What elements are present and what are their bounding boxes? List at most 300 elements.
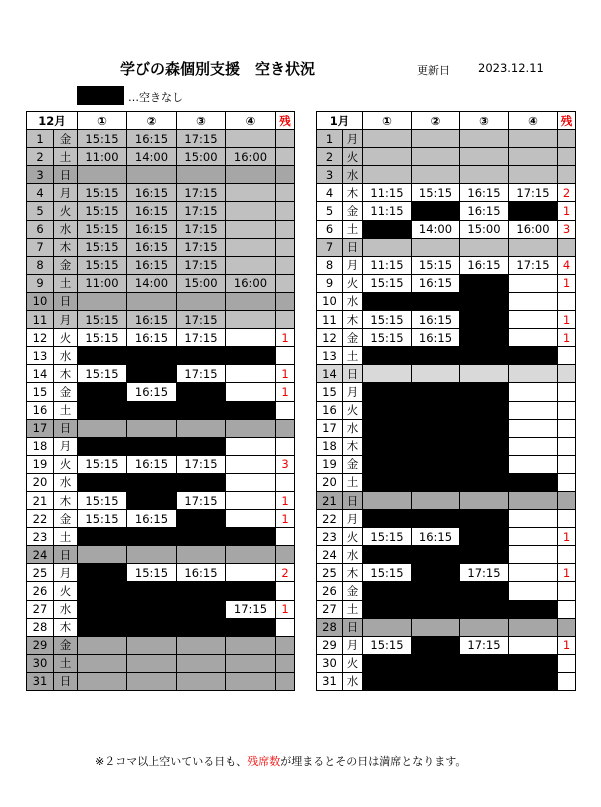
date-cell: 23: [27, 528, 54, 546]
full-slot-cell: [460, 292, 509, 310]
date-cell: 18: [27, 437, 54, 455]
full-slot-cell: [363, 546, 412, 564]
remaining-cell: [558, 654, 576, 672]
weekday-cell: 水: [343, 672, 363, 690]
slot-cell: 11:15: [363, 256, 412, 274]
remaining-cell: [276, 618, 295, 636]
remaining-cell: 1: [276, 365, 295, 383]
slot-cell: 16:15: [127, 202, 177, 220]
weekday-cell: 土: [343, 347, 363, 365]
remaining-cell: 1: [558, 564, 576, 582]
full-slot-cell: [460, 528, 509, 546]
full-slot-cell: [460, 274, 509, 292]
calendar-row: [27, 148, 295, 166]
remaining-cell: [558, 672, 576, 690]
slot-cell: 16:15: [460, 202, 509, 220]
full-slot-cell: [509, 654, 558, 672]
slot-cell: [412, 148, 460, 166]
remaining-cell: [276, 292, 295, 310]
full-slot-cell: [363, 582, 412, 600]
date-cell: 5: [27, 202, 54, 220]
remaining-cell: [558, 401, 576, 419]
full-slot-cell: [412, 292, 460, 310]
slot-cell: [226, 292, 276, 310]
date-cell: 6: [317, 220, 343, 238]
calendar-row: [27, 292, 295, 310]
full-slot-cell: [363, 654, 412, 672]
slot-cell: [412, 365, 460, 383]
calendar-row: [27, 600, 295, 618]
full-slot-cell: [177, 600, 226, 618]
full-slot-cell: [127, 618, 177, 636]
date-cell: 25: [27, 564, 54, 582]
weekday-cell: 木: [54, 365, 78, 383]
date-cell: 26: [27, 582, 54, 600]
slot-cell: [226, 455, 276, 473]
remaining-cell: 1: [276, 491, 295, 509]
legend-text: …空きなし: [128, 91, 183, 104]
calendar-row: [27, 672, 295, 690]
calendar-row: [27, 274, 295, 292]
remaining-cell: [558, 365, 576, 383]
slot-cell: 17:15: [177, 256, 226, 274]
slot-cell: [226, 365, 276, 383]
weekday-cell: 月: [54, 437, 78, 455]
slot-cell: [412, 618, 460, 636]
weekday-cell: 火: [343, 274, 363, 292]
slot-cell: 17:15: [460, 564, 509, 582]
date-cell: 25: [317, 564, 343, 582]
calendar-row: [317, 455, 576, 473]
calendar-row: [317, 618, 576, 636]
slot-cell: [177, 292, 226, 310]
slot-cell: 15:15: [78, 256, 127, 274]
slot-cell: [127, 672, 177, 690]
date-cell: 17: [27, 419, 54, 437]
weekday-cell: 日: [343, 238, 363, 256]
weekday-cell: 日: [343, 618, 363, 636]
slot-cell: [226, 130, 276, 148]
slot-cell: 15:15: [78, 220, 127, 238]
full-slot-cell: [412, 546, 460, 564]
date-cell: 18: [317, 437, 343, 455]
slot-cell: 17:15: [177, 238, 226, 256]
full-slot-cell: [177, 437, 226, 455]
slot-cell: [509, 274, 558, 292]
weekday-cell: 水: [343, 292, 363, 310]
full-slot-cell: [509, 347, 558, 365]
date-cell: 13: [27, 347, 54, 365]
weekday-cell: 日: [54, 292, 78, 310]
slot-cell: [78, 546, 127, 564]
slot-cell: [226, 256, 276, 274]
remaining-cell: [276, 473, 295, 491]
full-slot-cell: [363, 401, 412, 419]
slot-cell: 15:15: [127, 564, 177, 582]
calendar-row: [317, 274, 576, 292]
calendar-row: [27, 582, 295, 600]
full-slot-cell: [78, 437, 127, 455]
calendar-row: [27, 419, 295, 437]
full-slot-cell: [363, 292, 412, 310]
full-slot-cell: [460, 672, 509, 690]
remaining-cell: [558, 347, 576, 365]
calendar-row: [317, 383, 576, 401]
calendar-row: [317, 510, 576, 528]
weekday-cell: 金: [343, 202, 363, 220]
legend-swatch: [77, 86, 124, 105]
date-cell: 29: [27, 636, 54, 654]
calendar-row: [317, 636, 576, 654]
slot-cell: 16:15: [127, 130, 177, 148]
calendar-row: [27, 510, 295, 528]
slot-cell: [363, 238, 412, 256]
calendar-row: [27, 437, 295, 455]
slot-cell: 16:15: [127, 383, 177, 401]
slot-cell: 15:15: [78, 238, 127, 256]
slot-cell: 15:15: [78, 311, 127, 329]
slot-cell: 16:00: [226, 274, 276, 292]
remaining-cell: [276, 274, 295, 292]
full-slot-cell: [412, 437, 460, 455]
slot-cell: 15:15: [363, 564, 412, 582]
slot-cell: [460, 130, 509, 148]
slot-cell: [127, 166, 177, 184]
weekday-cell: 日: [343, 365, 363, 383]
slot-cell: [78, 166, 127, 184]
calendar-row: [27, 618, 295, 636]
weekday-cell: 木: [343, 564, 363, 582]
weekday-cell: 火: [343, 654, 363, 672]
slot-cell: [226, 672, 276, 690]
full-slot-cell: [177, 528, 226, 546]
remaining-cell: 2: [558, 184, 576, 202]
date-cell: 1: [27, 130, 54, 148]
full-slot-cell: [460, 582, 509, 600]
calendar-row: [27, 365, 295, 383]
weekday-cell: 金: [54, 510, 78, 528]
slot-cell: [226, 238, 276, 256]
remaining-cell: [558, 473, 576, 491]
full-slot-cell: [460, 401, 509, 419]
date-cell: 30: [317, 654, 343, 672]
calendar-row: [317, 184, 576, 202]
date-cell: 9: [317, 274, 343, 292]
date-cell: 19: [27, 455, 54, 473]
full-slot-cell: [363, 510, 412, 528]
calendar-row: [317, 347, 576, 365]
slot-cell: [509, 401, 558, 419]
slot-cell: 16:15: [177, 564, 226, 582]
calendar-row: [27, 130, 295, 148]
slot-cell: [460, 365, 509, 383]
calendar-row: [317, 292, 576, 310]
remaining-cell: [276, 311, 295, 329]
full-slot-cell: [226, 347, 276, 365]
calendar-row: [317, 256, 576, 274]
slot-cell: [363, 491, 412, 509]
weekday-cell: 水: [54, 347, 78, 365]
date-cell: 12: [27, 329, 54, 347]
date-cell: 3: [27, 166, 54, 184]
page-title: 学びの森個別支援 空き状況: [120, 60, 316, 78]
slot-cell: [127, 292, 177, 310]
slot-cell: [226, 654, 276, 672]
slot-cell: [177, 546, 226, 564]
slot-cell: [412, 130, 460, 148]
date-cell: 15: [317, 383, 343, 401]
weekday-cell: 火: [54, 329, 78, 347]
remaining-cell: 1: [558, 636, 576, 654]
weekday-cell: 金: [343, 455, 363, 473]
date-cell: 7: [27, 238, 54, 256]
weekday-cell: 水: [343, 166, 363, 184]
full-slot-cell: [412, 510, 460, 528]
remaining-cell: [558, 455, 576, 473]
full-slot-cell: [460, 654, 509, 672]
slot-cell: 16:15: [412, 311, 460, 329]
date-cell: 13: [317, 347, 343, 365]
remaining-cell: [558, 437, 576, 455]
date-cell: 11: [317, 311, 343, 329]
slot-cell: [226, 220, 276, 238]
slot-cell: 15:15: [363, 274, 412, 292]
full-slot-cell: [226, 528, 276, 546]
remaining-cell: [276, 238, 295, 256]
full-slot-cell: [226, 582, 276, 600]
slot-cell: 11:00: [78, 274, 127, 292]
weekday-cell: 日: [54, 419, 78, 437]
slot-header: ④: [509, 112, 558, 130]
remaining-cell: [276, 148, 295, 166]
full-slot-cell: [412, 419, 460, 437]
remaining-cell: [276, 130, 295, 148]
weekday-cell: 火: [343, 148, 363, 166]
remaining-cell: [276, 347, 295, 365]
date-cell: 20: [27, 473, 54, 491]
remaining-cell: [558, 148, 576, 166]
weekday-cell: 日: [54, 672, 78, 690]
weekday-cell: 木: [54, 491, 78, 509]
full-slot-cell: [412, 636, 460, 654]
slot-cell: [509, 437, 558, 455]
weekday-cell: 火: [54, 455, 78, 473]
remaining-cell: [276, 256, 295, 274]
slot-header: ④: [226, 112, 276, 130]
january-calendar: [316, 111, 576, 691]
calendar-row: [317, 419, 576, 437]
weekday-cell: 土: [343, 600, 363, 618]
full-slot-cell: [127, 437, 177, 455]
slot-cell: [177, 672, 226, 690]
full-slot-cell: [412, 582, 460, 600]
slot-cell: 17:15: [226, 600, 276, 618]
calendar-row: [27, 311, 295, 329]
weekday-cell: 日: [343, 491, 363, 509]
slot-cell: 11:15: [363, 202, 412, 220]
remaining-cell: [558, 383, 576, 401]
full-slot-cell: [412, 473, 460, 491]
full-slot-cell: [509, 473, 558, 491]
slot-cell: [509, 528, 558, 546]
slot-cell: [226, 383, 276, 401]
slot-cell: 16:15: [127, 238, 177, 256]
slot-cell: [363, 618, 412, 636]
slot-cell: [460, 238, 509, 256]
full-slot-cell: [78, 401, 127, 419]
slot-cell: 16:15: [412, 528, 460, 546]
weekday-cell: 日: [54, 166, 78, 184]
calendar-row: [317, 491, 576, 509]
weekday-cell: 月: [343, 130, 363, 148]
remaining-cell: 3: [558, 220, 576, 238]
calendar-row: [317, 582, 576, 600]
slot-cell: 17:15: [177, 220, 226, 238]
full-slot-cell: [78, 528, 127, 546]
slot-cell: [509, 546, 558, 564]
slot-cell: [412, 491, 460, 509]
month-header: 12月: [27, 112, 78, 130]
weekday-cell: 月: [343, 383, 363, 401]
remaining-cell: 1: [276, 600, 295, 618]
slot-cell: [509, 365, 558, 383]
slot-cell: 16:15: [127, 220, 177, 238]
remaining-cell: [276, 419, 295, 437]
calendar-row: [27, 383, 295, 401]
calendar-row: [317, 220, 576, 238]
full-slot-cell: [78, 473, 127, 491]
weekday-cell: 木: [343, 184, 363, 202]
slot-cell: 16:15: [127, 256, 177, 274]
weekday-cell: 木: [54, 238, 78, 256]
calendar-row: [317, 202, 576, 220]
slot-cell: 16:00: [226, 148, 276, 166]
slot-cell: 15:00: [177, 274, 226, 292]
weekday-cell: 土: [54, 528, 78, 546]
full-slot-cell: [78, 564, 127, 582]
slot-cell: [226, 202, 276, 220]
full-slot-cell: [412, 672, 460, 690]
full-slot-cell: [412, 654, 460, 672]
date-cell: 10: [27, 292, 54, 310]
note-text: が埋まるとその日は満席となります。: [280, 755, 467, 768]
full-slot-cell: [127, 528, 177, 546]
calendar-row: [27, 202, 295, 220]
date-cell: 15: [27, 383, 54, 401]
full-slot-cell: [177, 510, 226, 528]
calendar-row: [27, 238, 295, 256]
date-cell: 4: [27, 184, 54, 202]
remaining-cell: [276, 166, 295, 184]
slot-cell: [363, 166, 412, 184]
calendar-row: [27, 654, 295, 672]
full-slot-cell: [363, 672, 412, 690]
remaining-cell: [276, 220, 295, 238]
slot-cell: [509, 311, 558, 329]
date-cell: 31: [317, 672, 343, 690]
slot-cell: 15:00: [460, 220, 509, 238]
slot-cell: 14:00: [127, 148, 177, 166]
weekday-cell: 水: [54, 473, 78, 491]
slot-cell: [509, 618, 558, 636]
calendar-row: [27, 528, 295, 546]
full-slot-cell: [127, 347, 177, 365]
date-cell: 3: [317, 166, 343, 184]
slot-cell: [78, 636, 127, 654]
footer-note: [95, 753, 466, 769]
slot-cell: [509, 455, 558, 473]
weekday-cell: 金: [54, 383, 78, 401]
calendar-row: [317, 473, 576, 491]
date-cell: 31: [27, 672, 54, 690]
calendar-row: [317, 148, 576, 166]
slot-cell: [226, 491, 276, 509]
slot-cell: [226, 510, 276, 528]
weekday-cell: 土: [54, 401, 78, 419]
date-cell: 6: [27, 220, 54, 238]
full-slot-cell: [363, 473, 412, 491]
weekday-cell: 金: [54, 256, 78, 274]
full-slot-cell: [363, 383, 412, 401]
weekday-cell: 金: [343, 329, 363, 347]
weekday-cell: 月: [54, 184, 78, 202]
remaining-cell: 1: [276, 329, 295, 347]
remaining-cell: [558, 618, 576, 636]
remaining-cell: [276, 672, 295, 690]
remaining-cell: [558, 600, 576, 618]
remaining-cell: 4: [558, 256, 576, 274]
slot-cell: 14:00: [127, 274, 177, 292]
slot-cell: 17:15: [509, 184, 558, 202]
date-cell: 20: [317, 473, 343, 491]
date-cell: 2: [27, 148, 54, 166]
remaining-cell: [276, 437, 295, 455]
date-cell: 22: [317, 510, 343, 528]
calendar-row: [27, 473, 295, 491]
weekday-cell: 火: [54, 582, 78, 600]
remaining-cell: [558, 546, 576, 564]
full-slot-cell: [460, 419, 509, 437]
calendar-row: [317, 166, 576, 184]
slot-cell: 17:15: [177, 130, 226, 148]
weekday-cell: 金: [54, 130, 78, 148]
full-slot-cell: [177, 473, 226, 491]
date-cell: 21: [317, 491, 343, 509]
calendar-row: [27, 329, 295, 347]
slot-header: ①: [78, 112, 127, 130]
date-cell: 7: [317, 238, 343, 256]
slot-cell: 16:15: [127, 455, 177, 473]
slot-cell: 16:00: [509, 220, 558, 238]
slot-cell: 15:15: [78, 491, 127, 509]
full-slot-cell: [460, 473, 509, 491]
date-cell: 16: [27, 401, 54, 419]
slot-cell: [226, 546, 276, 564]
weekday-cell: 木: [343, 437, 363, 455]
remaining-cell: 1: [558, 202, 576, 220]
date-cell: 17: [317, 419, 343, 437]
calendar-row: [317, 130, 576, 148]
full-slot-cell: [460, 347, 509, 365]
remaining-cell: [558, 510, 576, 528]
weekday-cell: 金: [343, 582, 363, 600]
slot-cell: [78, 292, 127, 310]
slot-cell: 15:15: [78, 184, 127, 202]
slot-cell: 16:15: [460, 256, 509, 274]
slot-cell: 17:15: [177, 365, 226, 383]
full-slot-cell: [78, 347, 127, 365]
slot-cell: [127, 654, 177, 672]
